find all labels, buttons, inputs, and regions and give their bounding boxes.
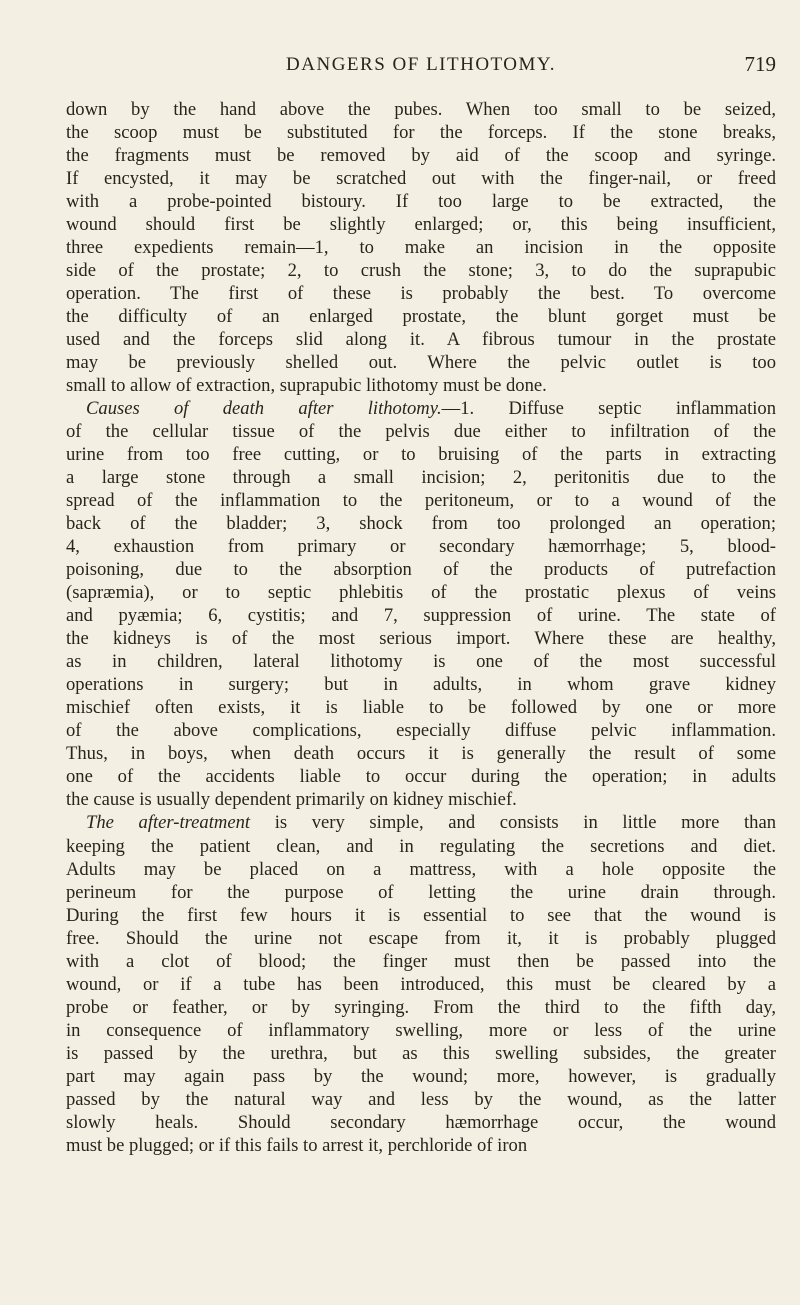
text-line: side of the prostate; 2, to crush the stone; 3, to do the suprapubic: [66, 260, 776, 282]
text-line: operation. The first of these is probably the best. To overcome: [66, 283, 776, 305]
text-line: perineum for the purpose of letting the urine drain through.: [66, 881, 776, 903]
text-line: is passed by the urethra, but as this swelling subsides, the greater: [66, 1042, 776, 1064]
runin-heading-after-treatment: The after-treatment: [86, 812, 251, 834]
text-line: operations in surgery; but in adults, in whom grave kidney: [66, 674, 776, 696]
text-line: one of the accidents liable to occur during the operation; in adults: [66, 766, 776, 788]
body-text: [66, 98, 776, 1157]
text-line: in consequence of inflammatory swelling, more or less of the urine: [66, 1019, 776, 1041]
text-line: the fragments must be removed by aid of the scoop and syringe.: [66, 145, 776, 167]
text-line: During the first few hours it is essential to see that the wound is: [66, 904, 776, 926]
text-line: keeping the patient clean, and in regulating the secretions and diet.: [66, 835, 776, 857]
text-line: free. Should the urine not escape from it, it is probably plugged: [66, 927, 776, 949]
text-line: with a probe-pointed bistoury. If too large to be extracted, the: [66, 191, 776, 213]
runin-heading-causes: Causes of death after lithotomy.: [86, 398, 442, 420]
text-line: part may again pass by the wound; more, however, is gradually: [66, 1065, 776, 1087]
text-line: may be previously shelled out. Where the pelvic outlet is too: [66, 352, 776, 374]
text-line: the difficulty of an enlarged prostate, the blunt gorget must be: [66, 306, 776, 328]
text-line: and pyæmia; 6, cystitis; and 7, suppression of urine. The state of: [66, 605, 776, 627]
text-line: urine from too free cutting, or to bruising of the parts in extracting: [66, 444, 776, 466]
text-line: with a clot of blood; the finger must then be passed into the: [66, 950, 776, 972]
text-line: of the above complications, especially diffuse pelvic inflammation.: [66, 720, 776, 742]
text-line: Adults may be placed on a mattress, with a hole opposite the: [66, 858, 776, 880]
text-line: 4, exhaustion from primary or secondary hæmorrhage; 5, blood-: [66, 536, 776, 558]
text-line: spread of the inflammation to the peritoneum, or to a wound of the: [66, 490, 776, 512]
text-line: as in children, lateral lithotomy is one of the most successful: [66, 651, 776, 673]
text-line: poisoning, due to the absorption of the products of putrefaction: [66, 559, 776, 581]
text-line: small to allow of extraction, suprapubic lithotomy must be done.: [66, 375, 547, 397]
runin-text: —1. Diffuse septic inflammation: [441, 398, 776, 420]
text-line: the scoop must be substituted for the forceps. If the stone breaks,: [66, 122, 776, 144]
text-line: a large stone through a small incision; 2, peritonitis due to the: [66, 467, 776, 489]
text-line: back of the bladder; 3, shock from too prolonged an operation;: [66, 513, 776, 535]
text-line: of the cellular tissue of the pelvis due either to infiltration of the: [66, 421, 776, 443]
page-number: 719: [744, 52, 776, 76]
text-line: wound, or if a tube has been introduced, this must be cleared by a: [66, 973, 776, 995]
text-line: probe or feather, or by syringing. From the third to the fifth day,: [66, 996, 776, 1018]
text-line: Thus, in boys, when death occurs it is generally the result of some: [66, 743, 776, 765]
paragraph-heading-line: [66, 397, 776, 420]
text-line: mischief often exists, it is liable to be followed by one or more: [66, 697, 776, 719]
text-line: If encysted, it may be scratched out with the finger-nail, or freed: [66, 168, 776, 190]
text-line: down by the hand above the pubes. When too small to be seized,: [66, 99, 776, 120]
text-line: (sapræmia), or to septic phlebitis of the prostatic plexus of veins: [66, 582, 776, 604]
text-line: used and the forceps slid along it. A fibrous tumour in the prostate: [66, 329, 776, 351]
paragraph-heading-line: [66, 811, 776, 834]
text-line: passed by the natural way and less by the wound, as the latter: [66, 1088, 776, 1110]
runin-text: is very simple, and consists in little more than: [250, 812, 777, 834]
running-head: DANGERS OF LITHOTOMY.: [286, 54, 556, 75]
text-line: slowly heals. Should secondary hæmorrhage occur, the wound: [66, 1111, 776, 1133]
text-line: must be plugged; or if this fails to arrest it, perchloride of iron: [66, 1134, 528, 1156]
page-header: [66, 48, 776, 78]
text-line: wound should first be slightly enlarged; or, this being insufficient,: [66, 214, 776, 236]
text-line: three expedients remain—1, to make an incision in the opposite: [66, 237, 776, 259]
text-line: the kidneys is of the most serious import. Where these are healthy,: [66, 628, 776, 650]
text-line: the cause is usually dependent primarily on kidney mischief.: [66, 789, 517, 811]
